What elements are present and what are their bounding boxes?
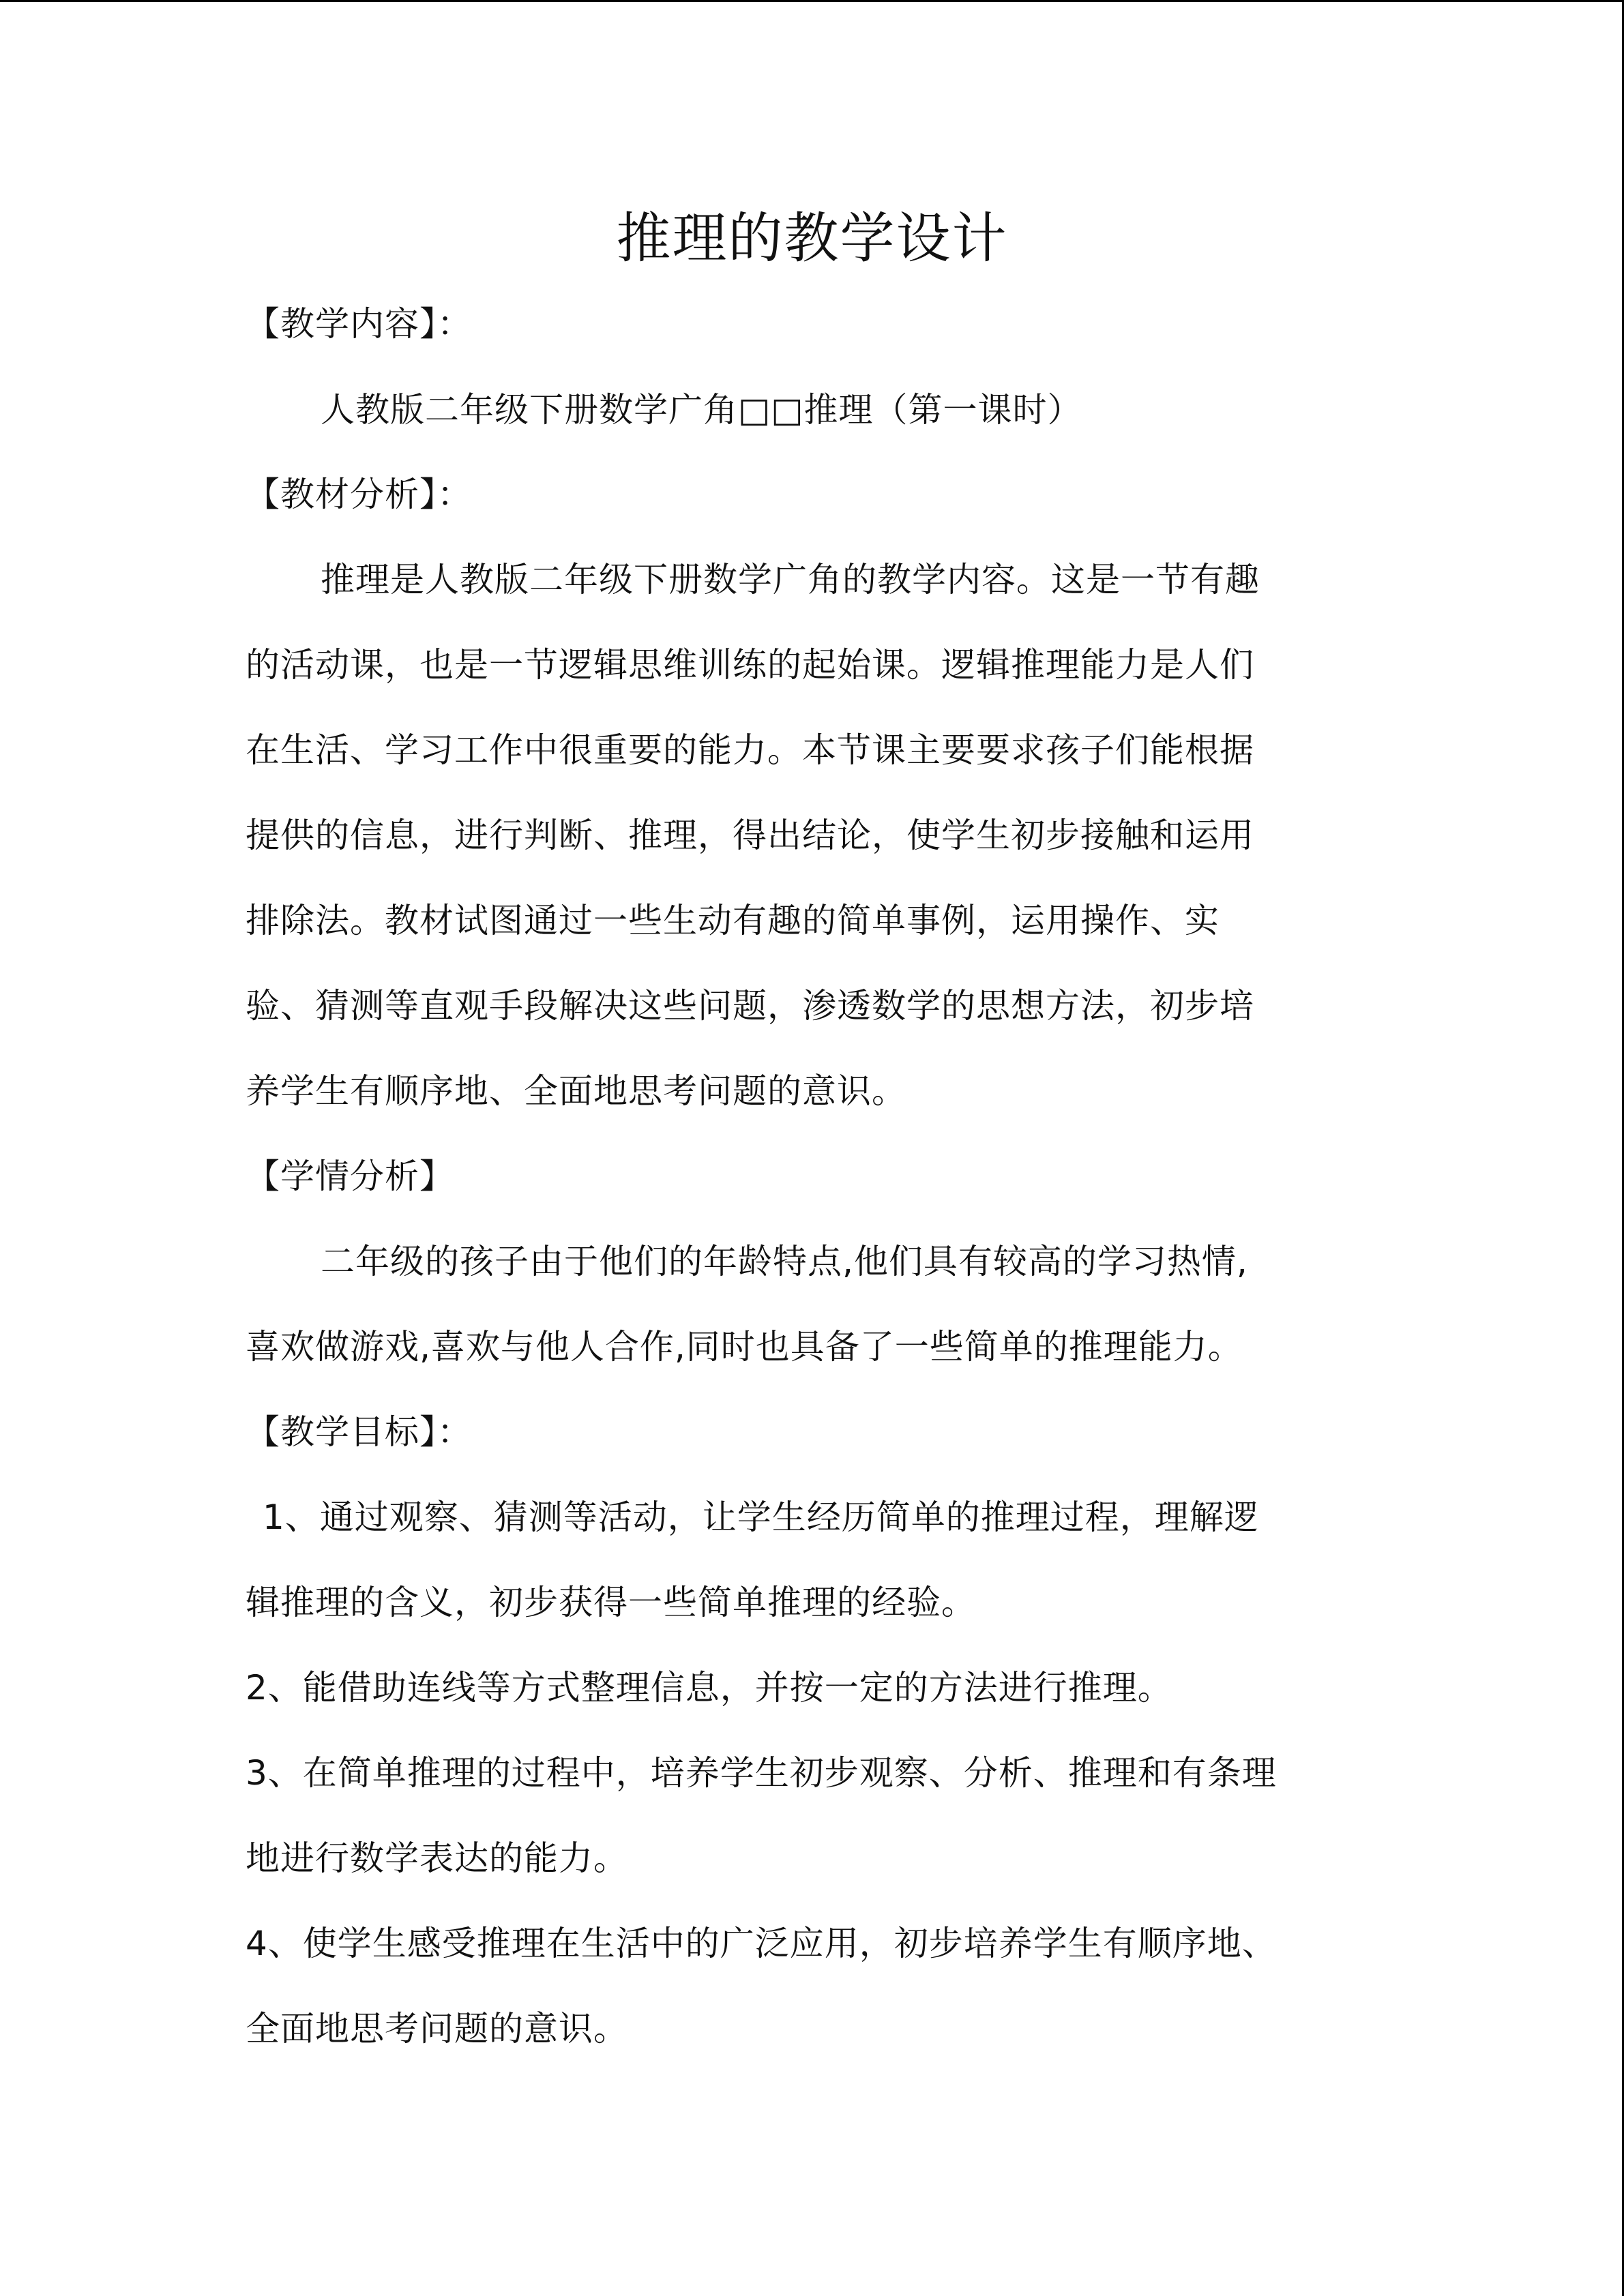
- goal-item-continued: 地进行数学表达的能力。: [246, 1838, 628, 1878]
- paragraph-line: 验、猜测等直观手段解决这些问题，渗透数学的思想方法，初步培: [246, 986, 1254, 1026]
- top-border: [0, 0, 1624, 2]
- goal-item: 1、通过观察、猜测等活动，让学生经历简单的推理过程，理解逻: [263, 1497, 1259, 1537]
- paragraph-line: 排除法。教材试图通过一些生动有趣的简单事例，运用操作、实: [246, 901, 1220, 940]
- goal-item: 2、能借助连线等方式整理信息，并按一定的方法进行推理。: [246, 1668, 1172, 1708]
- paragraph-line: 在生活、学习工作中很重要的能力。本节课主要要求孩子们能根据: [246, 730, 1254, 770]
- paragraph-line: 二年级的孩子由于他们的年龄特点,他们具有较高的学习热情,: [321, 1242, 1248, 1281]
- paragraph-line: 喜欢做游戏,喜欢与他人合作,同时也具备了一些简单的推理能力。: [246, 1327, 1243, 1367]
- paragraph-line: 人教版二年级下册数学广角□□推理（第一课时）: [321, 390, 1082, 430]
- paragraph-line: 养学生有顺序地、全面地思考问题的意识。: [246, 1071, 906, 1111]
- heading-teaching-goals: 【教学目标】：: [246, 1412, 472, 1452]
- goal-item-continued: 全面地思考问题的意识。: [246, 2009, 628, 2048]
- paragraph-line: 推理是人教版二年级下册数学广角的教学内容。这是一节有趣: [321, 560, 1260, 599]
- goal-item: 3、在简单推理的过程中，培养学生初步观察、分析、推理和有条理: [246, 1753, 1277, 1793]
- paragraph-line: 提供的信息，进行判断、推理，得出结论，使学生初步接触和运用: [246, 816, 1254, 855]
- page-title: 推理的教学设计: [616, 207, 1008, 270]
- heading-teaching-content: 【教学内容】：: [246, 304, 472, 344]
- heading-learner-analysis: 【学情分析】: [246, 1157, 454, 1196]
- paragraph-line: 的活动课，也是一节逻辑思维训练的起始课。逻辑推理能力是人们: [246, 645, 1254, 685]
- heading-material-analysis: 【教材分析】：: [246, 475, 472, 514]
- goal-item: 4、使学生感受推理在生活中的广泛应用，初步培养学生有顺序地、: [246, 1924, 1277, 1963]
- goal-item-continued: 辑推理的含义，初步获得一些简单推理的经验。: [246, 1583, 976, 1622]
